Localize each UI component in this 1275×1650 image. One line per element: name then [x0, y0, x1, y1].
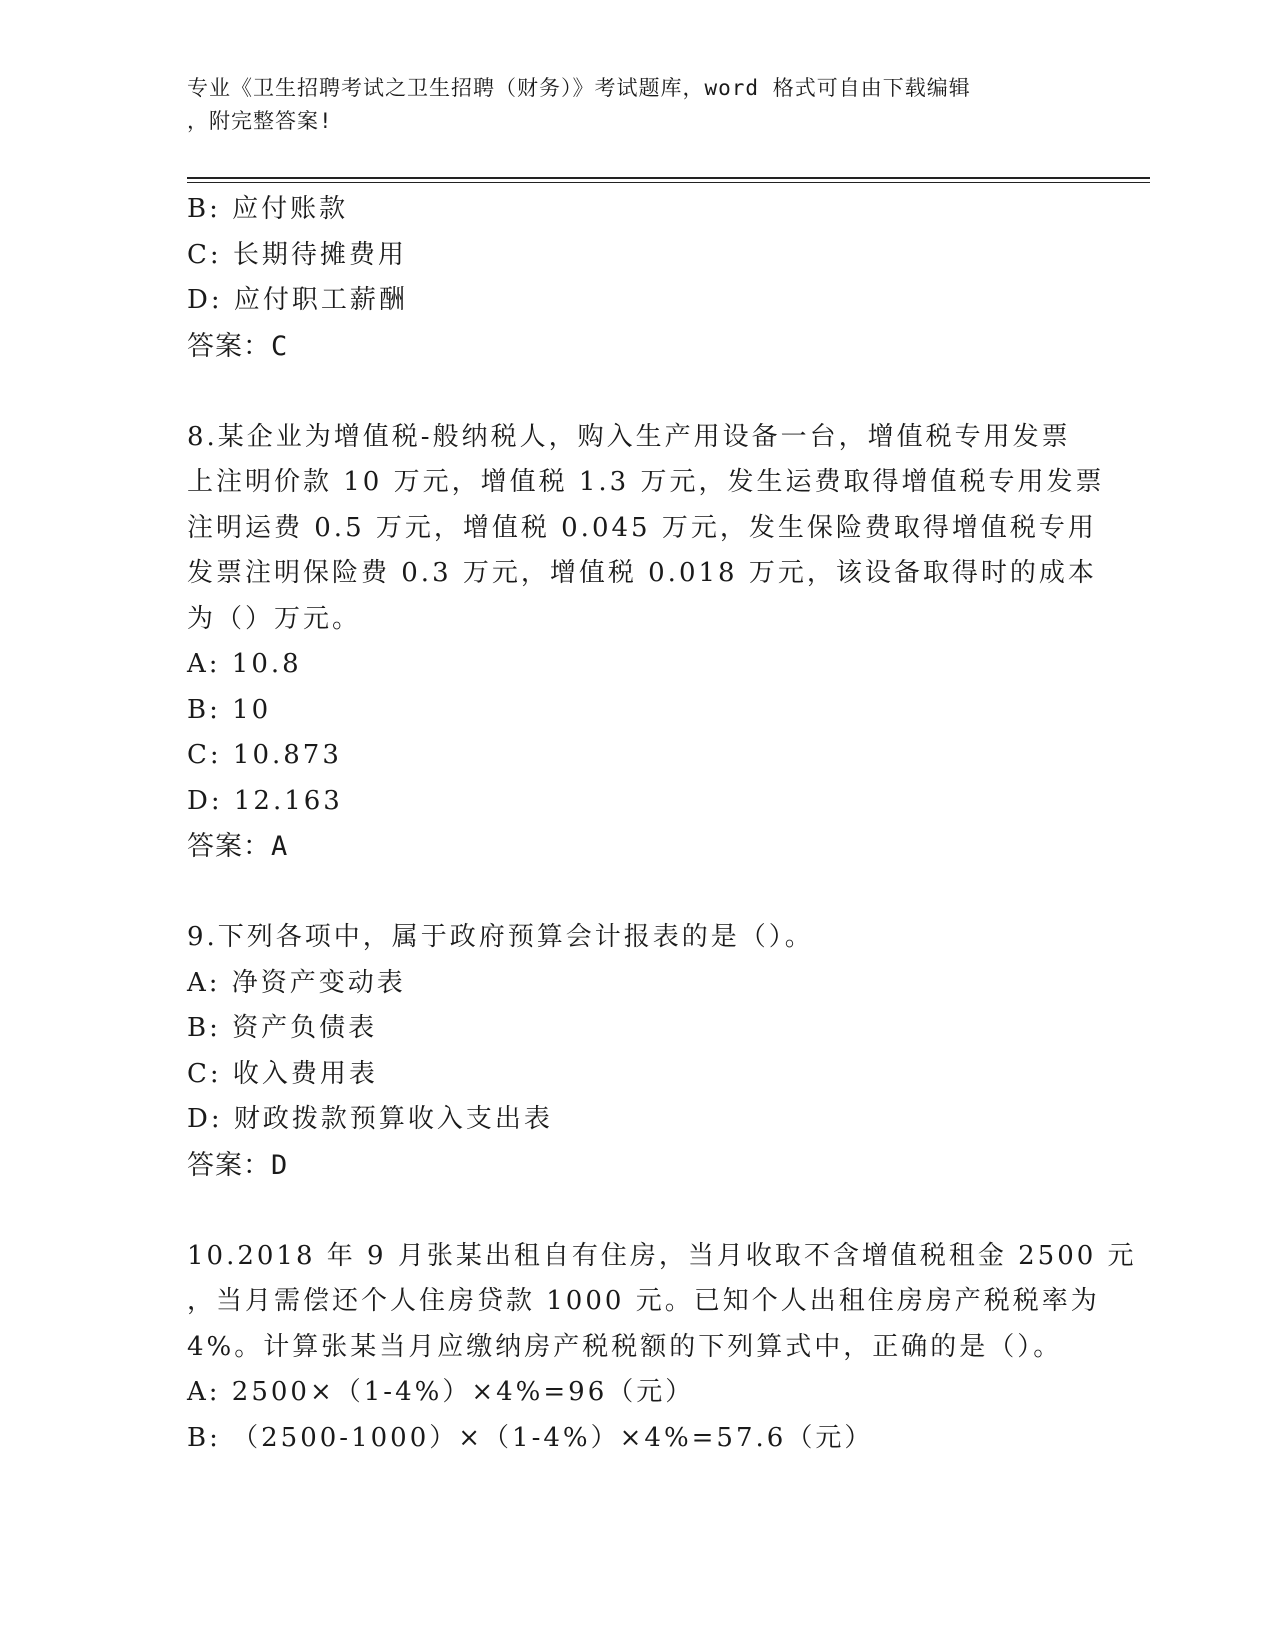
question-stem-line: 上注明价款 10 万元，增值税 1.3 万元，发生运费取得增值税专用发票	[187, 467, 1105, 497]
option-b: B: 应付账款	[187, 194, 349, 224]
option-a: A: 净资产变动表	[187, 967, 406, 998]
answer: 答案：D	[187, 1149, 289, 1181]
question-stem-line: 注明运费 0.5 万元，增值税 0.045 万元，发生保险费取得增值税专用	[187, 512, 1097, 543]
header-rule-thick	[187, 177, 1150, 179]
spacer	[187, 870, 1067, 916]
option-a: A: 2500×（1-4%）×4%=96（元）	[187, 1377, 695, 1407]
question-10	[187, 1234, 1137, 1462]
question-stem: 9.下列各项中，属于政府预算会计报表的是（）。	[187, 922, 814, 952]
question-list	[187, 187, 1137, 1461]
question-stem-line: 为（）万元。	[187, 603, 362, 634]
spacer	[187, 1188, 1067, 1234]
spacer	[187, 369, 1067, 415]
option-c: C: 长期待摊费用	[187, 239, 407, 270]
question-stem-line: 10.2018 年 9 月张某出租自有住房，当月收取不含增值税租金 2500 元	[187, 1240, 1137, 1271]
question-stem-line: 发票注明保险费 0.3 万元，增值税 0.018 万元，该设备取得时的成本	[187, 558, 1097, 588]
document-header	[187, 72, 1067, 138]
option-a: A: 10.8	[187, 649, 302, 679]
header-line-1: 专业《卫生招聘考试之卫生招聘（财务）》考试题库，word 格式可自由下载编辑	[187, 76, 971, 100]
question-7	[187, 187, 1067, 369]
option-d: D: 财政拨款预算收入支出表	[187, 1104, 553, 1134]
option-c: C: 收入费用表	[187, 1058, 378, 1089]
option-d: D: 应付职工薪酬	[187, 285, 408, 315]
question-stem-line: 4%。计算张某当月应缴纳房产税税额的下列算式中，正确的是（）。	[187, 1331, 1063, 1362]
option-b: B: 资产负债表	[187, 1013, 378, 1043]
question-stem-line: 8.某企业为增值税-般纳税人，购入生产用设备一台，增值税专用发票	[187, 421, 1071, 452]
option-d: D: 12.163	[187, 785, 343, 816]
question-9	[187, 915, 1067, 1188]
question-8	[187, 415, 1105, 870]
question-stem-line: ，当月需偿还个人住房贷款 1000 元。已知个人出租住房房产税税率为	[187, 1286, 1100, 1316]
answer: 答案：A	[187, 831, 289, 862]
option-c: C: 10.873	[187, 740, 342, 770]
answer: 答案：C	[187, 330, 289, 362]
header-rule-thin	[187, 182, 1150, 183]
option-b: B: 10	[187, 694, 272, 725]
header-line-2: ，附完整答案!	[187, 109, 333, 133]
option-b: B: （2500-1000）×（1-4%）×4%=57.6（元）	[187, 1422, 874, 1453]
